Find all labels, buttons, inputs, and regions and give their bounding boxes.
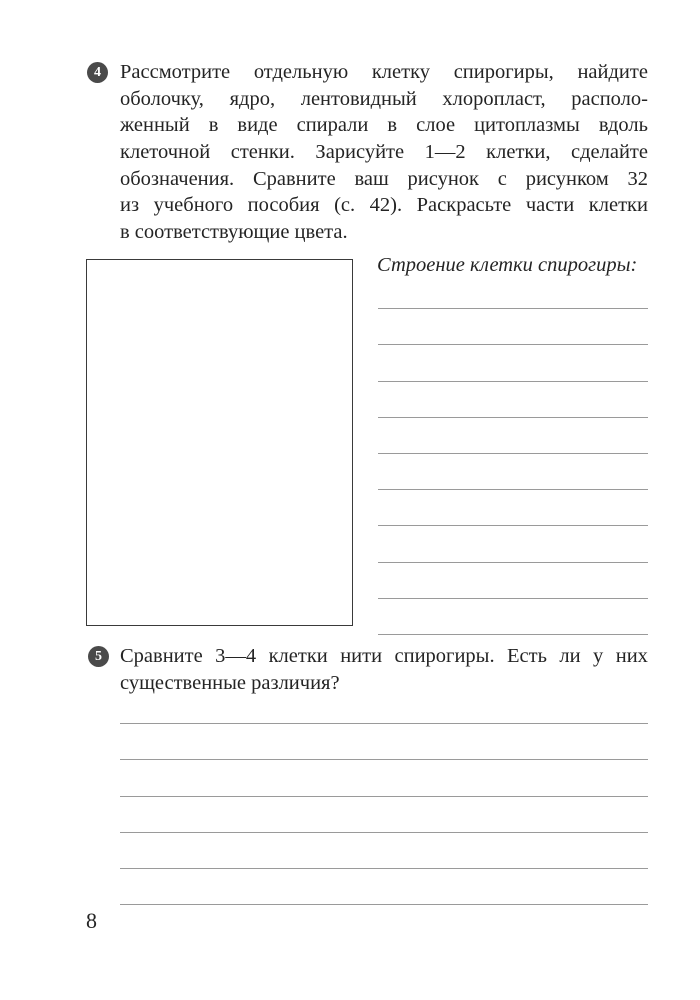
- word: них: [615, 645, 648, 667]
- ruled-line: [378, 273, 648, 309]
- page-number: 8: [86, 908, 97, 933]
- word: слое: [416, 114, 456, 137]
- word: хлоропласт,: [442, 87, 546, 110]
- word: стенки.: [230, 141, 295, 164]
- word: клеточной: [120, 141, 211, 164]
- word: Есть: [507, 645, 547, 667]
- word: рисунком: [525, 167, 609, 190]
- task-4-text-line: [120, 192, 648, 219]
- word: у: [593, 645, 604, 667]
- word: клетки: [588, 194, 648, 217]
- word: спирали: [296, 114, 369, 137]
- word: спирогиры,: [453, 61, 554, 83]
- word: пособия: [247, 194, 320, 217]
- word: сделайте: [570, 141, 648, 164]
- ruled-line: [378, 345, 648, 381]
- label-ruled-lines: [378, 273, 648, 635]
- ruled-line: [120, 724, 648, 760]
- word: женный: [120, 114, 190, 137]
- word: клетки: [268, 645, 328, 667]
- word: ли: [559, 645, 581, 667]
- task-4-text-line: [120, 166, 648, 193]
- ruled-line: [120, 760, 648, 796]
- word: Зарисуйте: [315, 141, 405, 164]
- word: ваш: [354, 167, 389, 190]
- task-4-text-line: [120, 86, 648, 113]
- word: Сравните: [120, 645, 203, 667]
- word: части: [525, 194, 575, 217]
- word: 3—4: [215, 645, 257, 667]
- task-5-text-line: [120, 643, 648, 670]
- word: оболочку,: [120, 87, 204, 110]
- ruled-line: [378, 382, 648, 418]
- word: 1—2: [424, 141, 466, 164]
- word: отдельную: [253, 61, 349, 83]
- drawing-box: [86, 259, 353, 626]
- word: спирогиры.: [394, 645, 495, 667]
- word: найдите: [577, 61, 648, 83]
- task-4-text: [120, 59, 648, 246]
- word: из: [120, 194, 140, 217]
- word: ядро,: [229, 87, 276, 110]
- task-4-text-line: [120, 112, 648, 139]
- task-5-number-badge: [88, 646, 109, 667]
- ruled-line: [378, 490, 648, 526]
- task-4-text-line: [120, 139, 648, 166]
- word: лентовидный: [300, 87, 417, 110]
- word: клетку: [371, 61, 430, 83]
- word: цитоплазмы: [474, 114, 580, 137]
- ruled-line: [378, 418, 648, 454]
- word: (с.: [334, 194, 356, 217]
- task-5-number: 5: [95, 648, 102, 664]
- word: Рассмотрите: [120, 61, 231, 83]
- word: рисунок: [407, 167, 480, 190]
- drawing-caption: Строение клетки спирогиры:: [377, 254, 638, 276]
- word: учебного: [153, 194, 234, 217]
- word: клетки,: [486, 141, 551, 164]
- word: обозначения.: [120, 167, 235, 190]
- word: Раскрасьте: [416, 194, 512, 217]
- word: виде: [237, 114, 278, 137]
- word: Сравните: [252, 167, 336, 190]
- ruled-line: [378, 454, 648, 490]
- word: располо-: [571, 87, 648, 110]
- word: с: [497, 167, 507, 190]
- ruled-line: [120, 869, 648, 905]
- word: вдоль: [598, 114, 648, 137]
- task-4-text-last-line: в соответствующие цвета.: [120, 221, 348, 244]
- ruled-line: [378, 563, 648, 599]
- task-4-number: 4: [94, 64, 101, 80]
- task-4-text-line: [120, 59, 648, 86]
- ruled-line: [120, 797, 648, 833]
- ruled-line: [378, 309, 648, 345]
- answer-ruled-lines: [120, 688, 648, 905]
- word: нити: [340, 645, 383, 667]
- word: 42).: [369, 194, 403, 217]
- ruled-line: [120, 688, 648, 724]
- ruled-line: [378, 599, 648, 635]
- task-5-text-last-line: существенные различия?: [120, 671, 340, 694]
- ruled-line: [378, 526, 648, 562]
- ruled-line: [120, 833, 648, 869]
- word: 32: [627, 167, 648, 190]
- word: в: [387, 114, 398, 137]
- task-4-number-badge: [87, 62, 108, 83]
- word: в: [208, 114, 219, 137]
